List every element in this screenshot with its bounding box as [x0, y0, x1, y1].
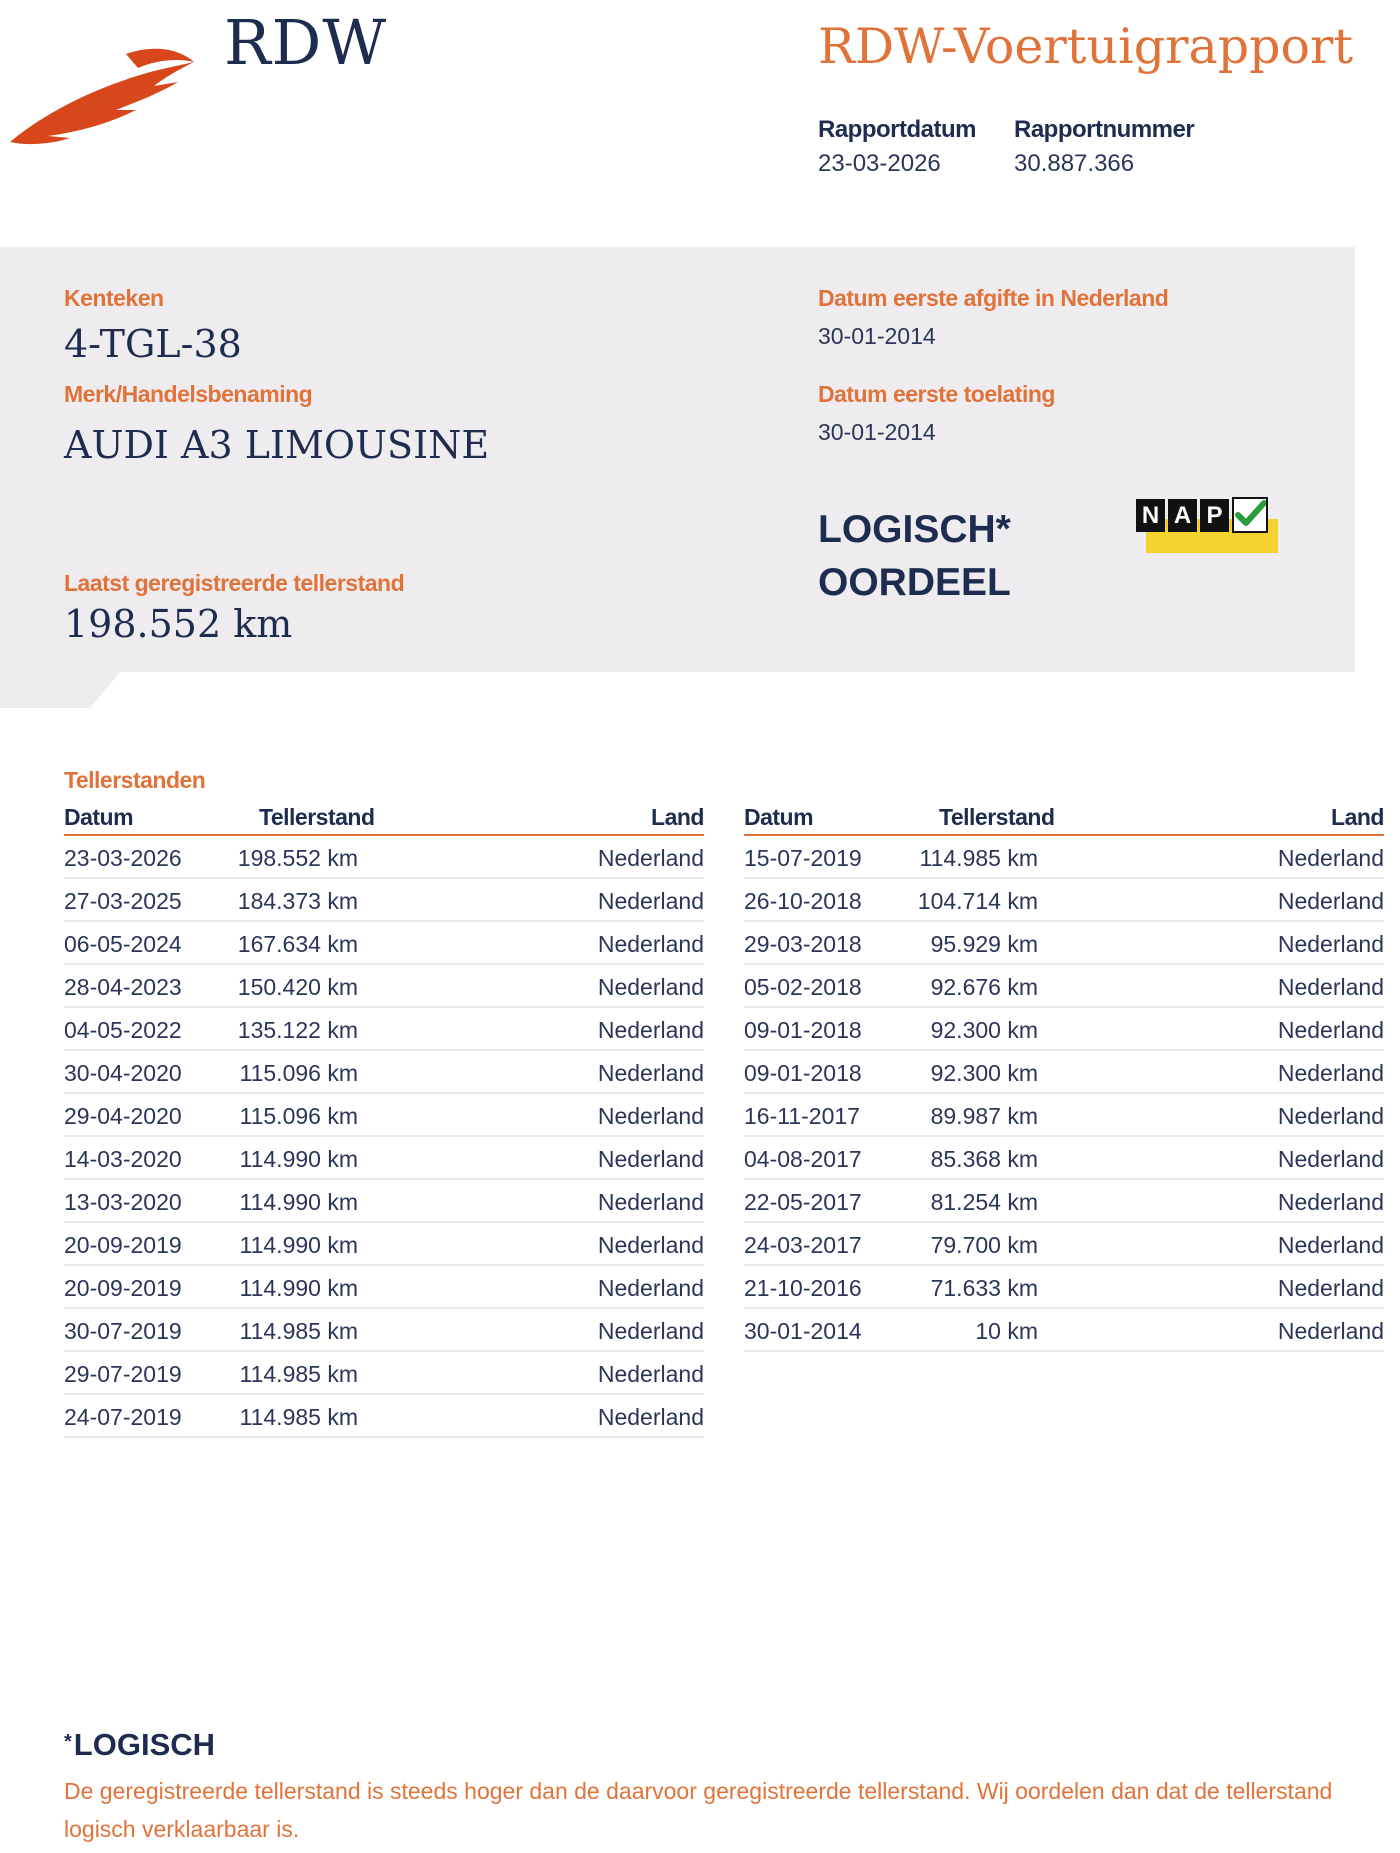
- cell-reading: 92.300 km: [930, 1060, 1038, 1086]
- cell-country: Nederland: [1277, 1103, 1384, 1129]
- cell-reading: 167.634 km: [237, 931, 358, 957]
- table-row: [64, 1352, 704, 1395]
- cell-date: 20-09-2019: [64, 1232, 182, 1258]
- cell-date: 23-03-2026: [64, 845, 182, 871]
- cell-date: 28-04-2023: [64, 974, 182, 1000]
- rdw-logo-icon: [8, 40, 198, 150]
- cell-reading: 114.985 km: [239, 1404, 358, 1430]
- cell-reading: 114.985 km: [239, 1361, 358, 1387]
- cell-reading: 115.096 km: [239, 1060, 358, 1086]
- first-issue-nl-label: Datum eerste afgifte in Nederland: [818, 285, 1169, 311]
- table-row: [744, 1008, 1384, 1051]
- report-date-label: Rapportdatum: [818, 116, 976, 143]
- cell-date: 27-03-2025: [64, 888, 182, 914]
- cell-country: Nederland: [597, 1275, 704, 1301]
- cell-country: Nederland: [597, 888, 704, 914]
- report-number-label: Rapportnummer: [1014, 116, 1195, 143]
- cell-date: 15-07-2019: [744, 845, 862, 871]
- table-row: [64, 1137, 704, 1180]
- cell-date: 30-01-2014: [744, 1318, 862, 1344]
- cell-country: Nederland: [1277, 1060, 1384, 1086]
- header-reading: Tellerstand: [259, 804, 375, 830]
- cell-reading: 10 km: [975, 1318, 1038, 1344]
- table-header: [744, 802, 1384, 836]
- header-date: Datum: [744, 804, 814, 830]
- table-row: [64, 1051, 704, 1094]
- footnote-text: De geregistreerde tellerstand is steeds hoger dan de daarvoor geregistreerde tellerstand. Wij oordelen dan dat de tellerstand logisch verklaarbaar is.: [64, 1778, 1333, 1842]
- cell-country: Nederland: [597, 1189, 704, 1215]
- footnote-star: *: [64, 1731, 72, 1753]
- first-issue-nl-value: 30-01-2014: [818, 323, 936, 349]
- cell-date: 06-05-2024: [64, 931, 182, 957]
- report-number: 30.887.366: [1014, 150, 1135, 177]
- first-admission-value: 30-01-2014: [818, 419, 936, 445]
- footnote-heading-text: LOGISCH: [73, 1727, 216, 1762]
- table-row: [64, 1223, 704, 1266]
- readings-table-right: [744, 802, 1384, 1352]
- cell-date: 29-07-2019: [64, 1361, 182, 1387]
- verdict-line-1: LOGISCH*: [818, 508, 1011, 551]
- cell-date: 24-07-2019: [64, 1404, 182, 1430]
- table-row: [64, 1094, 704, 1137]
- table-row: [744, 1051, 1384, 1094]
- cell-reading: 150.420 km: [237, 974, 358, 1000]
- cell-reading: 114.990 km: [239, 1232, 358, 1258]
- cell-reading: 104.714 km: [917, 888, 1038, 914]
- brand-name: RDW: [224, 6, 388, 79]
- table-row: [64, 879, 704, 922]
- cell-reading: 114.990 km: [239, 1275, 358, 1301]
- cell-date: 30-07-2019: [64, 1318, 182, 1344]
- header-reading: Tellerstand: [939, 804, 1055, 830]
- cell-country: Nederland: [597, 1318, 704, 1344]
- table-row: [744, 1137, 1384, 1180]
- footnote-heading: [64, 1727, 215, 1763]
- panel-notch: [0, 672, 120, 708]
- cell-date: 29-03-2018: [744, 931, 862, 957]
- cell-country: Nederland: [597, 1146, 704, 1172]
- cell-country: Nederland: [1277, 1017, 1384, 1043]
- cell-country: Nederland: [597, 1361, 704, 1387]
- cell-country: Nederland: [1277, 1189, 1384, 1215]
- cell-country: Nederland: [1277, 845, 1384, 871]
- table-row: [64, 1008, 704, 1051]
- cell-reading: 85.368 km: [930, 1146, 1038, 1172]
- table-row: [744, 1266, 1384, 1309]
- table-row: [744, 1094, 1384, 1137]
- cell-country: Nederland: [1277, 1318, 1384, 1344]
- table-row: [744, 879, 1384, 922]
- cell-reading: 92.300 km: [930, 1017, 1038, 1043]
- report-title: RDW-Voertuigrapport: [818, 18, 1354, 75]
- cell-country: Nederland: [1277, 931, 1384, 957]
- cell-country: Nederland: [597, 974, 704, 1000]
- cell-reading: 114.985 km: [919, 845, 1038, 871]
- cell-country: Nederland: [597, 1017, 704, 1043]
- table-header: [64, 802, 704, 836]
- header-date: Datum: [64, 804, 134, 830]
- nap-letter-n: N: [1136, 499, 1165, 532]
- checkmark-icon: [1232, 497, 1268, 533]
- cell-country: Nederland: [1277, 1275, 1384, 1301]
- cell-date: 04-08-2017: [744, 1146, 862, 1172]
- cell-country: Nederland: [597, 1404, 704, 1430]
- cell-date: 16-11-2017: [744, 1103, 860, 1129]
- cell-country: Nederland: [597, 1103, 704, 1129]
- cell-country: Nederland: [1277, 1146, 1384, 1172]
- cell-reading: 135.122 km: [237, 1017, 358, 1043]
- cell-date: 09-01-2018: [744, 1060, 862, 1086]
- table-row: [64, 1180, 704, 1223]
- cell-reading: 184.373 km: [237, 888, 358, 914]
- cell-date: 09-01-2018: [744, 1017, 862, 1043]
- cell-date: 21-10-2016: [744, 1275, 862, 1301]
- table-row: [64, 836, 704, 879]
- cell-reading: 95.929 km: [930, 931, 1038, 957]
- make-value: AUDI A3 LIMOUSINE: [64, 423, 490, 467]
- cell-date: 05-02-2018: [744, 974, 862, 1000]
- nap-letter-p: P: [1200, 499, 1229, 532]
- cell-date: 22-05-2017: [744, 1189, 862, 1215]
- plate-label: Kenteken: [64, 285, 164, 311]
- cell-reading: 114.990 km: [239, 1146, 358, 1172]
- cell-reading: 114.990 km: [239, 1189, 358, 1215]
- table-row: [744, 965, 1384, 1008]
- cell-country: Nederland: [597, 931, 704, 957]
- cell-country: Nederland: [1277, 974, 1384, 1000]
- first-admission-label: Datum eerste toelating: [818, 381, 1055, 407]
- verdict-line-2: OORDEEL: [818, 561, 1011, 604]
- table-row: [64, 1266, 704, 1309]
- nap-letter-a: A: [1168, 499, 1197, 532]
- cell-date: 14-03-2020: [64, 1146, 182, 1172]
- cell-reading: 81.254 km: [930, 1189, 1038, 1215]
- cell-reading: 115.096 km: [239, 1103, 358, 1129]
- cell-country: Nederland: [1277, 1232, 1384, 1258]
- plate-value: 4-TGL-38: [64, 322, 242, 366]
- cell-reading: 79.700 km: [930, 1232, 1038, 1258]
- cell-date: 24-03-2017: [744, 1232, 862, 1258]
- readings-table-left: [64, 802, 704, 1438]
- cell-country: Nederland: [1277, 888, 1384, 914]
- table-row: [744, 1180, 1384, 1223]
- cell-date: 26-10-2018: [744, 888, 862, 914]
- table-row: [64, 1395, 704, 1438]
- table-row: [744, 1309, 1384, 1352]
- cell-date: 04-05-2022: [64, 1017, 182, 1043]
- make-label: Merk/Handelsbenaming: [64, 381, 313, 407]
- header-country: Land: [1331, 804, 1384, 830]
- odometer-label: Laatst geregistreerde tellerstand: [64, 570, 405, 596]
- cell-country: Nederland: [597, 1232, 704, 1258]
- cell-date: 30-04-2020: [64, 1060, 182, 1086]
- cell-reading: 198.552 km: [237, 845, 358, 871]
- cell-reading: 71.633 km: [930, 1275, 1038, 1301]
- readings-title: Tellerstanden: [64, 767, 206, 793]
- table-row: [64, 965, 704, 1008]
- table-row: [744, 922, 1384, 965]
- nap-badge: [1136, 497, 1278, 555]
- table-row: [64, 922, 704, 965]
- report-date: 23-03-2026: [818, 150, 941, 177]
- cell-country: Nederland: [597, 845, 704, 871]
- cell-country: Nederland: [597, 1060, 704, 1086]
- cell-reading: 92.676 km: [930, 974, 1038, 1000]
- cell-date: 13-03-2020: [64, 1189, 182, 1215]
- cell-reading: 114.985 km: [239, 1318, 358, 1344]
- header-country: Land: [651, 804, 704, 830]
- cell-date: 29-04-2020: [64, 1103, 182, 1129]
- cell-reading: 89.987 km: [930, 1103, 1038, 1129]
- table-row: [744, 1223, 1384, 1266]
- table-row: [64, 1309, 704, 1352]
- table-row: [744, 836, 1384, 879]
- odometer-value: 198.552 km: [64, 602, 293, 646]
- cell-date: 20-09-2019: [64, 1275, 182, 1301]
